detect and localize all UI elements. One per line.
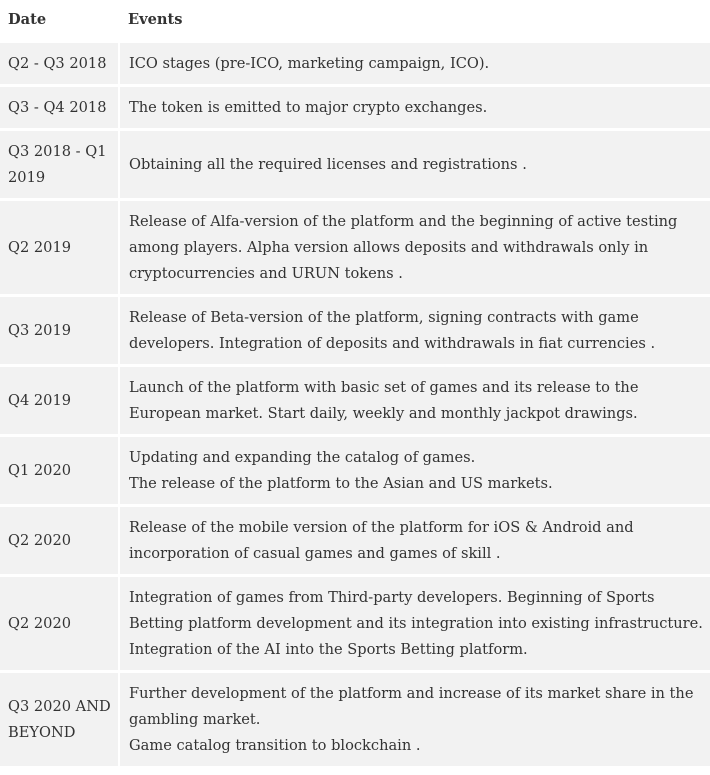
event-text: Integration of games from Third-party developers. Beginning of Sports Betting platform development and its integration into existing infrastructure. Integration of the AI into the Sports Betting platform. xyxy=(129,588,703,658)
date-cell: Q2 2019 xyxy=(0,198,120,294)
events-cell xyxy=(120,128,710,198)
event-text: Updating and expanding the catalog of games. xyxy=(129,448,476,466)
column-header-date: Date xyxy=(0,0,120,40)
events-cell xyxy=(120,574,710,670)
table-row xyxy=(0,574,710,670)
date-cell: Q4 2019 xyxy=(0,364,120,434)
events-cell xyxy=(120,40,710,84)
events-cell xyxy=(120,504,710,574)
events-cell xyxy=(120,84,710,128)
events-cell xyxy=(120,294,710,364)
date-cell: Q3 - Q4 2018 xyxy=(0,84,120,128)
table-row xyxy=(0,84,710,128)
event-text: Launch of the platform with basic set of games and its release to the European market. Start daily, weekly and monthly jackpot drawings. xyxy=(129,378,639,422)
event-text: The release of the platform to the Asian and US markets. xyxy=(129,474,553,492)
table-row xyxy=(0,504,710,574)
date-cell: Q2 2020 xyxy=(0,574,120,670)
table-row xyxy=(0,670,710,766)
event-text: ICO stages (pre-ICO, marketing campaign, ICO). xyxy=(129,54,490,72)
date-cell: Q3 2019 xyxy=(0,294,120,364)
event-text: Release of the mobile version of the platform for iOS & Android and incorporation of casual games and games of skill . xyxy=(129,518,634,562)
event-text: Release of Alfa-version of the platform and the beginning of active testing among players. Alpha version allows deposits and withdrawals only in cryptocurrencies and URUN tokens . xyxy=(129,212,678,282)
table-row xyxy=(0,198,710,294)
table-row xyxy=(0,128,710,198)
column-header-events: Events xyxy=(120,0,710,40)
events-cell xyxy=(120,364,710,434)
date-cell: Q2 2020 xyxy=(0,504,120,574)
table-row xyxy=(0,434,710,504)
date-cell: Q1 2020 xyxy=(0,434,120,504)
table-row xyxy=(0,294,710,364)
table-body xyxy=(0,40,710,766)
date-cell: Q2 - Q3 2018 xyxy=(0,40,120,84)
event-text: Obtaining all the required licenses and registrations . xyxy=(129,155,527,173)
event-text: Game catalog transition to blockchain . xyxy=(129,736,421,754)
event-text: Release of Beta-version of the platform, signing contracts with game developers. Integration of deposits and withdrawals in fiat currencies . xyxy=(129,308,656,352)
event-text: The token is emitted to major crypto exchanges. xyxy=(129,98,488,116)
event-text: Further development of the platform and increase of its market share in the gambling market. xyxy=(129,684,694,728)
table-row xyxy=(0,364,710,434)
events-cell xyxy=(120,434,710,504)
events-cell xyxy=(120,670,710,766)
table-row xyxy=(0,40,710,84)
events-cell xyxy=(120,198,710,294)
date-cell: Q3 2020 AND BEYOND xyxy=(0,670,120,766)
header-row xyxy=(0,0,710,40)
table-header xyxy=(0,0,710,40)
date-cell: Q3 2018 - Q1 2019 xyxy=(0,128,120,198)
